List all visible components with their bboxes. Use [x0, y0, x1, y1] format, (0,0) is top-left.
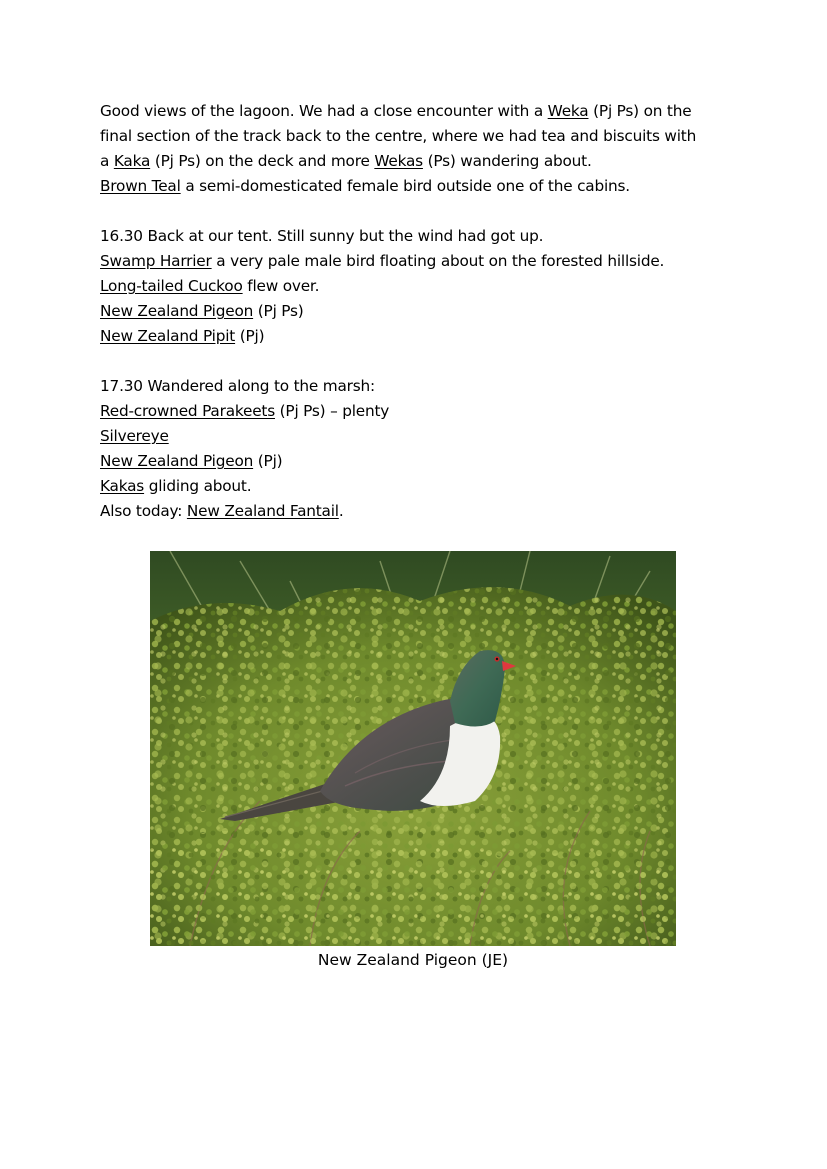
also-today-line: Also today: New Zealand Fantail. — [100, 502, 344, 520]
species-link-fantail[interactable]: New Zealand Fantail — [186, 502, 339, 520]
sighting-item: New Zealand Pigeon (Pj) — [100, 452, 283, 470]
species-link[interactable]: Silvereye — [100, 427, 169, 445]
section-heading: 17.30 Wandered along to the marsh: — [100, 377, 375, 395]
species-link-brown-teal[interactable]: Brown Teal — [100, 177, 181, 195]
journal-text — [100, 99, 740, 524]
sighting-item: Swamp Harrier a very pale male bird floating about on the forested hillside. — [100, 252, 665, 270]
spacer — [100, 349, 740, 374]
paragraph-line: Brown Teal a semi-domesticated female bird outside one of the cabins. — [100, 177, 630, 195]
species-link[interactable]: Long-tailed Cuckoo — [100, 277, 243, 295]
paragraph-line: final section of the track back to the centre, where we had tea and biscuits with — [100, 127, 697, 145]
sighting-item: Red-crowned Parakeets (Pj Ps) – plenty — [100, 402, 390, 420]
species-link[interactable]: Kakas — [100, 477, 145, 495]
section-heading: 16.30 Back at our tent. Still sunny but the wind had got up. — [100, 227, 544, 245]
sighting-item: Long-tailed Cuckoo flew over. — [100, 277, 320, 295]
paragraph-line: a Kaka (Pj Ps) on the deck and more Wekas (Ps) wandering about. — [100, 152, 592, 170]
pigeon-photo — [150, 551, 676, 946]
sighting-item — [100, 424, 740, 449]
species-link[interactable]: New Zealand Pigeon — [100, 302, 254, 320]
species-link[interactable]: Swamp Harrier — [100, 252, 212, 270]
photo-caption: New Zealand Pigeon (JE) — [317, 951, 509, 969]
species-link[interactable]: New Zealand Pigeon — [100, 452, 254, 470]
spacer — [100, 199, 740, 224]
species-link-kaka[interactable]: Kaka — [113, 152, 151, 170]
species-link-weka[interactable]: Weka — [547, 102, 589, 120]
sighting-item: New Zealand Pigeon (Pj Ps) — [100, 302, 304, 320]
pigeon-photo-illustration — [150, 551, 676, 946]
paragraph-line: Good views of the lagoon. We had a close encounter with a Weka (Pj Ps) on the — [100, 102, 692, 120]
species-link[interactable]: New Zealand Pipit — [100, 327, 236, 345]
species-link-wekas[interactable]: Wekas — [374, 152, 423, 170]
sighting-item: Kakas gliding about. — [100, 477, 252, 495]
species-link[interactable]: Red-crowned Parakeets — [100, 402, 275, 420]
sighting-item: New Zealand Pipit (Pj) — [100, 327, 265, 345]
